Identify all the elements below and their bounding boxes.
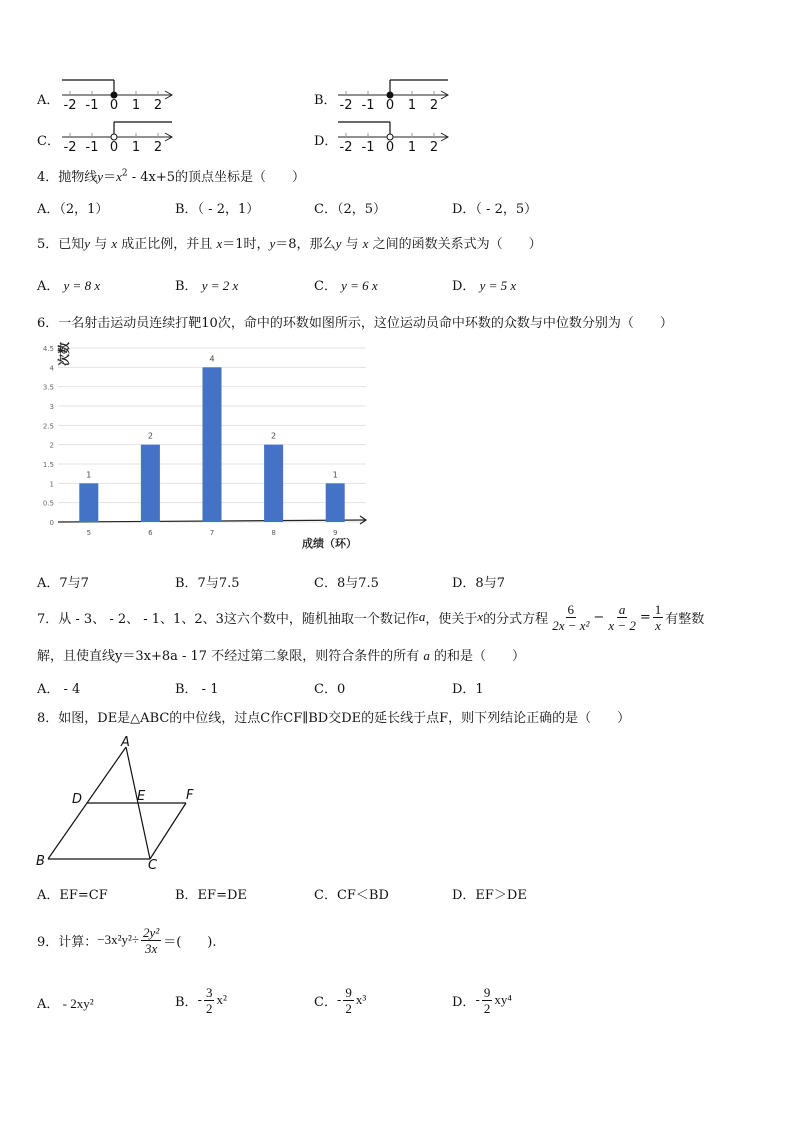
endpoint-hollow xyxy=(387,134,393,140)
q9-option-a-expr: - 2xy² xyxy=(59,996,94,1011)
q7-f1-den: 2x − x² xyxy=(552,617,590,633)
q9-option-b-sign: - xyxy=(197,992,202,1008)
q9-option-d-fraction xyxy=(482,985,493,1016)
q9-option-c-var: x³ xyxy=(355,992,367,1007)
q9-option-d-den: 2 xyxy=(483,1000,491,1016)
y-axis-label: 次数 xyxy=(57,341,71,366)
q9-option-d-var: xy⁴ xyxy=(494,992,512,1007)
q5-option-d xyxy=(452,275,516,294)
q5-var-y3: y xyxy=(335,236,342,251)
q9-option-d-num: 9 xyxy=(483,984,491,1000)
option-letter-b: B． xyxy=(314,93,337,108)
q5-text-2: 与 xyxy=(94,237,108,252)
data-label: 4 xyxy=(209,354,215,364)
numberline-label: 0 xyxy=(109,98,119,113)
x-tick-label: 6 xyxy=(148,529,153,537)
q4-option-a: A．（2，1） xyxy=(37,202,109,217)
numberline-label: -2 xyxy=(63,98,77,113)
q4-option-d: D．（ - 2，5） xyxy=(452,202,538,217)
x-axis-label: 成绩（环） xyxy=(302,537,357,550)
q7-text-3: 的分式方程 xyxy=(483,611,549,627)
q9-suffix: ＝( ). xyxy=(163,934,217,950)
q5-option-d-letter: D． xyxy=(452,279,476,294)
q7-fraction-2 xyxy=(606,602,638,633)
option-letter-c: C． xyxy=(37,134,60,149)
q9-option-d-sign: - xyxy=(475,992,480,1008)
q9-option-a-letter: A． xyxy=(37,997,60,1012)
question-4 xyxy=(37,166,305,185)
q4-var-x: x xyxy=(116,169,122,184)
q9-prefix: 9．计算： xyxy=(37,934,98,950)
q4-tail: - 4x+5 xyxy=(127,170,176,185)
endpoint-solid xyxy=(111,92,117,98)
data-label: 1 xyxy=(86,470,92,480)
numberline-label: -1 xyxy=(361,98,375,113)
q5-text-1: 5．已知 xyxy=(37,237,85,252)
q9-f-num: 2y² xyxy=(143,924,160,940)
numberline-label: 0 xyxy=(109,140,119,155)
q7-f2-den: x − 2 xyxy=(608,617,636,633)
q4-rest: 的顶点坐标是（ ） xyxy=(175,170,306,185)
q7-text-1: 7．从 - 3、 - 2、 - 1、1、2、3这六个数中，随机抽取一个数记作 xyxy=(37,611,419,627)
q7-var-a2: a xyxy=(423,648,430,663)
label-f: F xyxy=(186,788,194,803)
q5-option-a-letter: A． xyxy=(37,279,60,294)
option-letter-a: A． xyxy=(37,93,60,108)
question-5 xyxy=(37,233,542,252)
q5-var-x: x xyxy=(111,236,118,251)
q7-line-2 xyxy=(37,645,525,664)
endpoint-hollow xyxy=(111,134,117,140)
q9-option-b-fraction xyxy=(204,985,215,1016)
q9-option-b-letter: B． xyxy=(175,994,198,1010)
q5-option-a xyxy=(37,275,100,294)
q7-f2-num: a xyxy=(618,601,626,617)
q9-option-c xyxy=(314,980,366,1020)
q6-option-c: C．8与7.5 xyxy=(314,576,379,591)
q5-option-d-expr: y = 5 x xyxy=(479,278,517,293)
bar xyxy=(79,483,98,522)
q9-f-den: 3x xyxy=(144,940,158,956)
y-tick-label: 2.5 xyxy=(42,422,54,431)
q5-var-y2: y xyxy=(269,236,276,251)
y-tick-label: 2 xyxy=(49,441,54,450)
q5-option-a-expr: y = 8 x xyxy=(63,278,101,293)
q6-text: 6．一名射击运动员连续打靶10次，命中的环数如图所示，这位运动员命中环数的众数与中位数分别为（ ） xyxy=(37,316,673,331)
y-tick-label: 0 xyxy=(49,519,54,527)
q9-option-b xyxy=(175,980,227,1020)
label-c: C xyxy=(148,858,158,873)
q6-option-a: A．7与7 xyxy=(37,576,89,591)
q8-triangle-figure xyxy=(30,734,210,874)
x-tick-label: 5 xyxy=(86,529,92,537)
data-label: 1 xyxy=(332,470,338,480)
q7-fraction-1 xyxy=(550,602,591,633)
q7-equals: = xyxy=(639,609,651,625)
q4-eq: ＝ xyxy=(103,170,117,185)
q9-option-c-den: 2 xyxy=(345,1000,352,1016)
numberline-label: -1 xyxy=(85,98,99,113)
q9-expr: −3x²y²÷ xyxy=(97,932,140,947)
numberline-label: -2 xyxy=(339,140,353,155)
numberline-label: 2 xyxy=(153,140,163,155)
numberline-label: 1 xyxy=(407,140,417,155)
y-tick-label: 3 xyxy=(49,403,54,411)
q5-text-7: 之间的函数关系式为（ ） xyxy=(372,237,542,252)
q7-fraction-3 xyxy=(653,602,664,633)
q9-option-b-num: 3 xyxy=(205,984,213,1000)
y-tick-label: 3.5 xyxy=(42,383,54,392)
q7-minus: − xyxy=(593,609,605,625)
q4-option-c: C．（2，5） xyxy=(314,202,386,217)
q7-option-a: A． - 4 xyxy=(37,682,81,697)
q5-var-x2: x xyxy=(216,236,223,251)
label-e: E xyxy=(137,789,146,804)
bar xyxy=(264,445,283,522)
q5-option-c-letter: C． xyxy=(314,279,337,294)
q9-option-b-var: x² xyxy=(216,992,227,1007)
q5-text-6: 与 xyxy=(345,237,359,252)
numberline-label: 0 xyxy=(385,98,395,113)
q7-text-4: 有整数 xyxy=(665,611,705,627)
y-tick-label: 1.5 xyxy=(42,461,54,469)
bar xyxy=(141,445,160,522)
q8-option-d: D．EF＞DE xyxy=(452,888,527,903)
data-label: 2 xyxy=(271,431,277,441)
q6-option-d: D．8与7 xyxy=(452,576,505,591)
q4-option-b: B．（ - 2，1） xyxy=(175,202,260,217)
q6-option-b: B．7与7.5 xyxy=(175,576,240,591)
numberline-label: 2 xyxy=(153,98,163,113)
q6-bar-chart xyxy=(34,338,374,554)
q5-option-b-expr: y = 2 x xyxy=(201,278,239,293)
q5-option-b-letter: B． xyxy=(175,279,198,294)
q7-f3-num: 1 xyxy=(654,601,662,617)
data-label: 2 xyxy=(147,431,153,441)
q4-exp: 2 xyxy=(121,168,128,179)
q5-var-y: y xyxy=(84,236,91,251)
numberline-c xyxy=(58,117,178,155)
q5-text-4: ＝1时， xyxy=(222,237,270,252)
q4-var-y: y xyxy=(97,169,104,184)
q9-option-a xyxy=(37,993,94,1012)
q9-option-d xyxy=(452,980,512,1020)
numberline-label: 2 xyxy=(429,98,439,113)
q7-f3-den: x xyxy=(655,617,661,633)
q5-option-c-expr: y = 6 x xyxy=(341,278,378,293)
y-tick-label: 1 xyxy=(49,480,54,489)
q7-option-c: C．0 xyxy=(314,682,346,697)
q7-line-eq: y＝3x+8a - 17 xyxy=(115,649,208,664)
q4-number: 4．抛物线 xyxy=(37,170,98,185)
bar xyxy=(203,367,222,522)
q9-option-c-sign: - xyxy=(336,992,342,1008)
numberline-label: 1 xyxy=(131,140,141,155)
numberline-b xyxy=(334,75,454,113)
x-tick-label: 7 xyxy=(209,529,215,537)
q5-var-x3: x xyxy=(362,236,369,251)
q7-text-5: 解，且使直线 xyxy=(37,649,116,664)
y-tick-label: 4 xyxy=(49,364,54,373)
x-tick-label: 9 xyxy=(332,529,338,537)
label-a: A xyxy=(121,735,130,750)
q8-option-b: B．EF=DE xyxy=(175,888,247,903)
numberline-label: -2 xyxy=(339,98,353,113)
q7-var-a: a xyxy=(418,609,426,624)
q9-option-c-letter: C． xyxy=(314,994,337,1010)
q8-text: 8．如图，DE是△ABC的中位线，过点C作CF∥BD交DE的延长线于点F，则下列结论正确的是（ ） xyxy=(37,711,631,726)
q7-text-7: 的和是（ ） xyxy=(434,649,526,664)
x-tick-label: 8 xyxy=(271,529,276,537)
q5-text-3: 成正比例，并且 xyxy=(121,237,213,252)
numberline-label: -1 xyxy=(85,140,99,155)
q9-option-b-den: 2 xyxy=(205,1000,213,1016)
numberline-label: 0 xyxy=(385,140,395,155)
q8-option-c: C．CF＜BD xyxy=(314,888,389,903)
numberline-label: -1 xyxy=(361,140,375,155)
label-d: D xyxy=(72,792,83,807)
numberline-label: 1 xyxy=(131,98,141,113)
numberline-label: 1 xyxy=(407,98,417,113)
option-letter-d: D． xyxy=(314,134,338,149)
q8-option-a: A．EF=CF xyxy=(37,888,108,903)
q9-option-c-fraction xyxy=(343,985,354,1016)
y-tick-label: 0.5 xyxy=(42,499,54,508)
numberline-label: -2 xyxy=(63,140,77,155)
q5-option-b xyxy=(175,275,238,294)
numberline-label: 2 xyxy=(429,140,439,155)
q7-text-6: 不经过第二象限，则符合条件的所有 xyxy=(211,649,420,664)
q9-option-d-letter: D． xyxy=(452,994,476,1010)
bar xyxy=(326,483,345,522)
label-b: B xyxy=(36,854,45,869)
numberline-a xyxy=(58,75,178,113)
q9-option-c-num: 9 xyxy=(345,984,352,1000)
q7-text-2: ，使关于 xyxy=(425,611,478,627)
q7-line-1 xyxy=(37,598,704,636)
segment-cf xyxy=(150,803,186,859)
q7-option-b: B． - 1 xyxy=(175,682,219,697)
numberline-d xyxy=(334,117,454,155)
y-tick-label: 4.5 xyxy=(42,345,54,353)
q5-text-5: ＝8，那么 xyxy=(275,237,336,252)
q7-option-d: D．1 xyxy=(452,682,484,697)
question-9 xyxy=(37,918,217,962)
q7-f1-num: 6 xyxy=(567,601,575,617)
q7-var-x: x xyxy=(477,609,484,624)
q5-option-c xyxy=(314,275,378,294)
q9-fraction xyxy=(141,925,161,956)
endpoint-solid xyxy=(387,92,393,98)
